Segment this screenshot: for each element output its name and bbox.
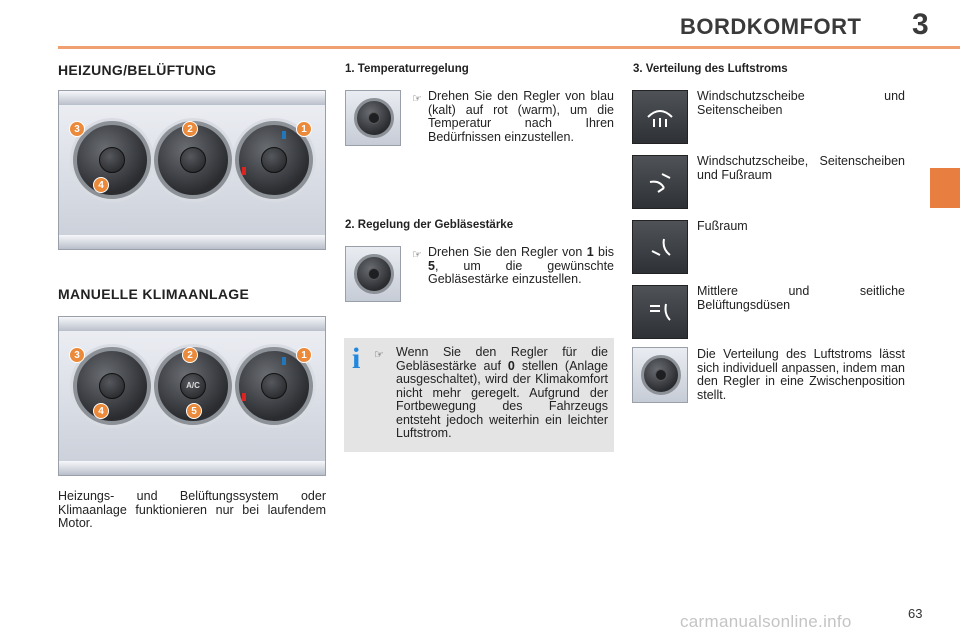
face-vents-icon [632,285,688,339]
panel-trim-bottom [59,461,325,475]
ac-panel-image [58,316,326,476]
section-fan-title: 2. Regelung der Gebläsestärke [345,219,514,231]
distribution-knob [73,347,151,425]
distribution-option-label: Windschutzscheibe und Seitenscheiben [697,89,905,117]
distribution-option-label: Mittlere und seitliche Belüftungsdüsen [697,284,905,312]
distribution-knob [73,121,151,199]
badge-3: 3 [69,347,85,363]
bullet-icon: ☞ [412,249,422,261]
info-note-box [344,338,614,452]
heading-heating-ventilation: HEIZUNG/BELÜFTUNG [58,62,217,78]
warm-marker [242,393,246,401]
badge-3: 3 [69,121,85,137]
warm-marker [242,167,246,175]
watermark-text: carmanualsonline.info [680,612,852,631]
heading-manual-ac: MANUELLE KLIMAANLAGE [58,286,250,302]
bullet-icon: ☞ [374,349,384,361]
feet-icon [632,220,688,274]
page-title: BORDKOMFORT [680,14,862,39]
fan-instruction: Drehen Sie den Regler von 1 bis 5, um die gewünschte Gebläsestärke einzustellen. [428,245,614,286]
bullet-icon: ☞ [412,93,422,105]
info-note-text: Wenn Sie den Regler für die Gebläsestärke auf 0 stellen (Anlage ausgeschaltet), wird der Klimakomfort nicht mehr geregelt. Aufgrund der Fortbewegung des Fahrzeugs entsteht jedoch weiterhin ein leichter Luftstrom. [396,345,608,440]
info-icon: i [352,342,361,375]
heating-panel-image [58,90,326,250]
section-temperature-title: 1. Temperaturregelung [345,63,469,75]
distribution-option-label: Die Verteilung des Luftstroms lässt sich individuell anpassen, indem man den Regler in eine Zwischenposition stellt. [697,347,905,402]
distribution-option-label: Fußraum [697,219,748,233]
panel-trim-top [59,91,325,105]
distribution-knob-icon [632,347,688,403]
panel-trim-top [59,317,325,331]
header-divider [58,46,960,49]
windshield-feet-icon [632,155,688,209]
badge-2: 2 [182,347,198,363]
section-distribution-title: 3. Verteilung des Luftstroms [633,63,788,75]
temperature-knob-thumbnail [345,90,401,146]
distribution-option-label: Windschutzscheibe, Seitenscheiben und Fußraum [697,154,905,182]
fan-knob-thumbnail [345,246,401,302]
page-number: 63 [908,606,923,621]
cold-marker [282,357,286,365]
temperature-instruction: Drehen Sie den Regler von blau (kalt) auf rot (warm), um die Temperatur nach Ihren Bedürfnissen einzustellen. [428,89,614,144]
panel-trim-bottom [59,235,325,249]
badge-5: 5 [186,403,202,419]
badge-4: 4 [93,403,109,419]
chapter-tab [930,168,960,208]
badge-4: 4 [93,177,109,193]
badge-1: 1 [296,347,312,363]
badge-2: 2 [182,121,198,137]
chapter-number: 3 [912,8,929,41]
cold-marker [282,131,286,139]
badge-1: 1 [296,121,312,137]
ac-label: A/C [186,381,200,390]
engine-running-note: Heizungs- und Belüftungssystem oder Klimaanlage funktionieren nur bei laufendem Motor. [58,489,326,530]
windshield-defrost-icon [632,90,688,144]
